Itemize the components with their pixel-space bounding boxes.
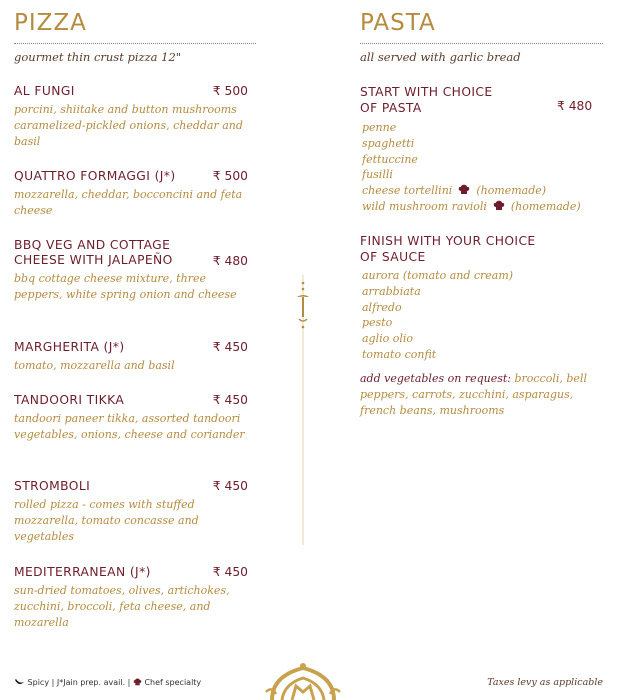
item-name: AL FUNGI	[14, 84, 75, 98]
special-name: wild mushroom ravioli	[362, 199, 487, 213]
menu-item-tandoori-tikka	[14, 393, 254, 443]
list-item: aglio olio	[362, 332, 414, 346]
item-price: ₹ 480	[212, 254, 248, 268]
vegetables-list: broccoli, bell peppers, carrots, zucchini, asparagus, french beans, mushrooms	[360, 372, 587, 417]
item-price: ₹ 450	[212, 393, 248, 407]
chef-hat-icon	[493, 200, 505, 211]
crest-logo-icon	[262, 662, 344, 700]
chef-hat-icon	[133, 678, 142, 686]
legend-spicy: Spicy	[27, 678, 50, 687]
menu-item-margherita	[14, 340, 254, 374]
vegetables-lead: add vegetables on request:	[360, 372, 511, 385]
list-item: pesto	[362, 316, 393, 330]
item-name: QUATTRO FORMAGGI (J*)	[14, 169, 176, 183]
list-item: spaghetti	[362, 136, 415, 150]
ornament-divider-icon	[295, 275, 311, 545]
item-description: tandoori paneer tikka, assorted tandoori vegetables, onions, cheese and coriander	[14, 412, 245, 441]
footer-legend: Spicy | J*Jain prep. avail. | Chef specialty	[14, 678, 201, 687]
item-name: MARGHERITA (J*)	[14, 340, 125, 354]
list-item: arrabbiata	[362, 284, 421, 298]
pizza-subtitle: gourmet thin crust pizza 12"	[14, 50, 182, 64]
legend-jain: J*Jain prep. avail.	[56, 678, 126, 687]
item-price: ₹ 450	[212, 479, 248, 493]
legend-chef: Chef specialty	[144, 678, 202, 687]
item-description: sun-dried tomatoes, olives, artichokes, zucchini, broccoli, feta cheese, and mozarella	[14, 584, 230, 629]
item-name: STROMBOLI	[14, 479, 91, 493]
item-price: ₹ 500	[212, 84, 248, 98]
pasta-price: ₹ 480	[557, 99, 593, 113]
item-name: BBQ VEG AND COTTAGE CHEESE WITH JALAPEÑO	[14, 238, 173, 267]
pizza-title-rule	[14, 43, 256, 44]
item-description: mozzarella, cheddar, bocconcini and feta cheese	[14, 188, 243, 217]
sauce-options-list	[362, 268, 513, 363]
pasta-subtitle: all served with garlic bread	[360, 50, 521, 64]
pasta-title: PASTA	[360, 10, 436, 36]
menu-item-stromboli	[14, 479, 254, 545]
pizza-title: PIZZA	[14, 10, 87, 36]
pasta-start-heading: START WITH CHOICE OF PASTA	[360, 85, 493, 115]
item-description: porcini, shiitake and button mushrooms caramelized-pickled onions, cheddar and basil	[14, 103, 243, 148]
item-description: rolled pizza - comes with stuffed mozzarella, tomato concasse and vegetables	[14, 498, 199, 543]
list-item: fusilli	[362, 168, 393, 182]
pasta-title-rule	[360, 43, 603, 44]
item-price: ₹ 500	[212, 169, 248, 183]
list-item: alfredo	[362, 300, 402, 314]
item-name: TANDOORI TIKKA	[14, 393, 125, 407]
special-note: (homemade)	[476, 184, 547, 198]
list-item	[362, 183, 581, 199]
item-name: MEDITERRANEAN (J*)	[14, 565, 151, 579]
list-item: penne	[362, 121, 397, 134]
menu-item-al-fungi	[14, 84, 254, 150]
tax-note: Taxes levy as applicable	[487, 677, 603, 688]
list-item: aurora (tomato and cream)	[362, 269, 514, 282]
menu-item-quattro-formaggi	[14, 169, 254, 219]
menu-item-bbq-veg	[14, 238, 254, 303]
pasta-options-list	[362, 120, 581, 215]
list-item: fettuccine	[362, 152, 418, 166]
item-price: ₹ 450	[212, 565, 248, 579]
list-item	[362, 199, 581, 215]
item-description: bbq cottage cheese mixture, three peppers, white spring onion and cheese	[14, 272, 237, 301]
menu-item-mediterranean	[14, 565, 254, 631]
pasta-sauce-heading: FINISH WITH YOUR CHOICE OF SAUCE	[360, 234, 536, 264]
list-item: tomato confit	[362, 347, 437, 361]
chef-hat-icon	[458, 184, 470, 195]
special-note: (homemade)	[510, 199, 581, 213]
vegetables-note	[360, 371, 610, 419]
item-description: tomato, mozzarella and basil	[14, 359, 175, 372]
item-price: ₹ 450	[212, 340, 248, 354]
special-name: cheese tortellini	[362, 184, 453, 198]
chili-icon	[14, 678, 25, 686]
